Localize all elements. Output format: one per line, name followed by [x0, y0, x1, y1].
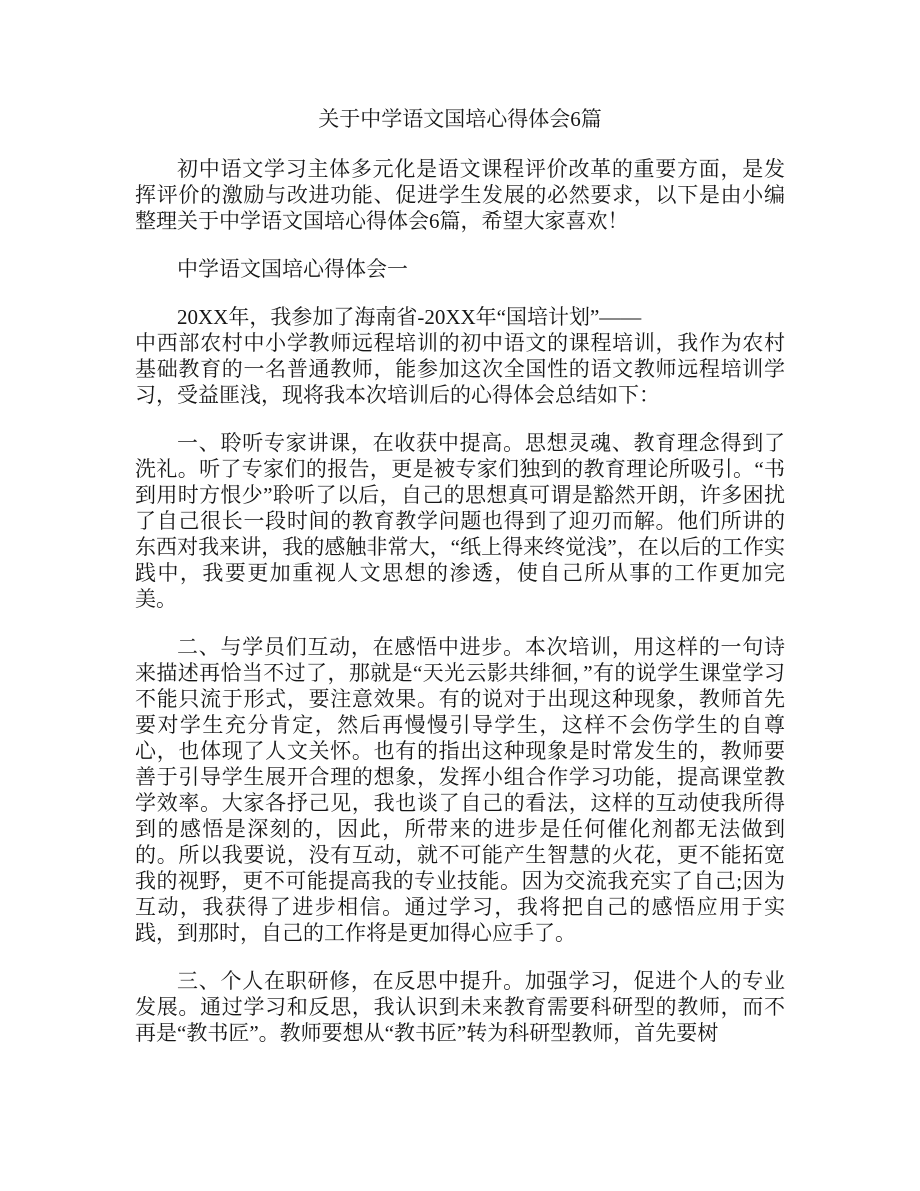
point-2-paragraph: 二、与学员们互动，在感悟中进步。本次培训，用这样的一句诗来描述再恰当不过了，那就是“天光云影共绯徊，”有的说学生课堂学习不能只流于形式，要注意效果。有的说对于出现这种现象，教师首先要对学生充分肯定，然后再慢慢引导学生，这样不会伤学生的自尊心，也体现了人文关怀。也有的指出这种现象是时常发生的，教师要善于引导学生展开合理的想象，发挥小组合作学习功能，提高课堂教学效率。大家各抒己见，我也谈了自己的看法，这样的互动使我所得到的感悟是深刻的，因此，所带来的进步是任何催化剂都无法做到的。所以我要说，没有互动，就不可能产生智慧的火花，更不能拓宽我的视野，更不可能提高我的专业技能。因为交流我充实了自己;因为互动，我获得了进步相信。通过学习，我将把自己的感悟应用于实践，到那时，自己的工作将是更加得心应手了。 [135, 635, 785, 945]
training-overview-paragraph [135, 304, 785, 408]
document-title: 关于中学语文国培心得体会6篇 [318, 107, 602, 131]
point-3-paragraph: 三、个人在职研修，在反思中提升。加强学习，促进个人的专业发展。通过学习和反思，我认识到未来教育需要科研型的教师，而不再是“教书匠”。教师要想从“教书匠”转为科研型教师，首先要树 [135, 969, 785, 1045]
point-1-paragraph: 一、聆听专家讲课，在收获中提高。思想灵魂、教育理念得到了洗礼。听了专家们的报告，更是被专家们独到的教育理论所吸引。“书到用时方恨少”聆听了以后，自己的思想真可谓是豁然开朗，许多困扰了自己很长一段时间的教育教学问题也得到了迎刃而解。他们所讲的东西对我来讲，我的感触非常大，“纸上得来终觉浅”，在以后的工作实践中，我要更加重视人文思想的渗透，使自己所从事的工作更加完美。 [135, 431, 785, 611]
training-overview-rest: 中西部农村中小学教师远程培训的初中语文的课程培训，我作为农村基础教育的一名普通教师，能参加这次全国性的语文教师远程培训学习，受益匪浅，现将我本次培训后的心得体会总结如下： [135, 331, 785, 407]
section-heading: 中学语文国培心得体会一 [177, 257, 408, 281]
intro-paragraph: 初中语文学习主体多元化是语文课程评价改革的重要方面，是发挥评价的激励与改进功能、促进学生发展的必然要求，以下是由小编整理关于中学语文国培心得体会6篇，希望大家喜欢！ [135, 157, 785, 233]
training-overview-line1: 20XX年，我参加了海南省-20XX年“国培计划”—— [177, 305, 642, 329]
